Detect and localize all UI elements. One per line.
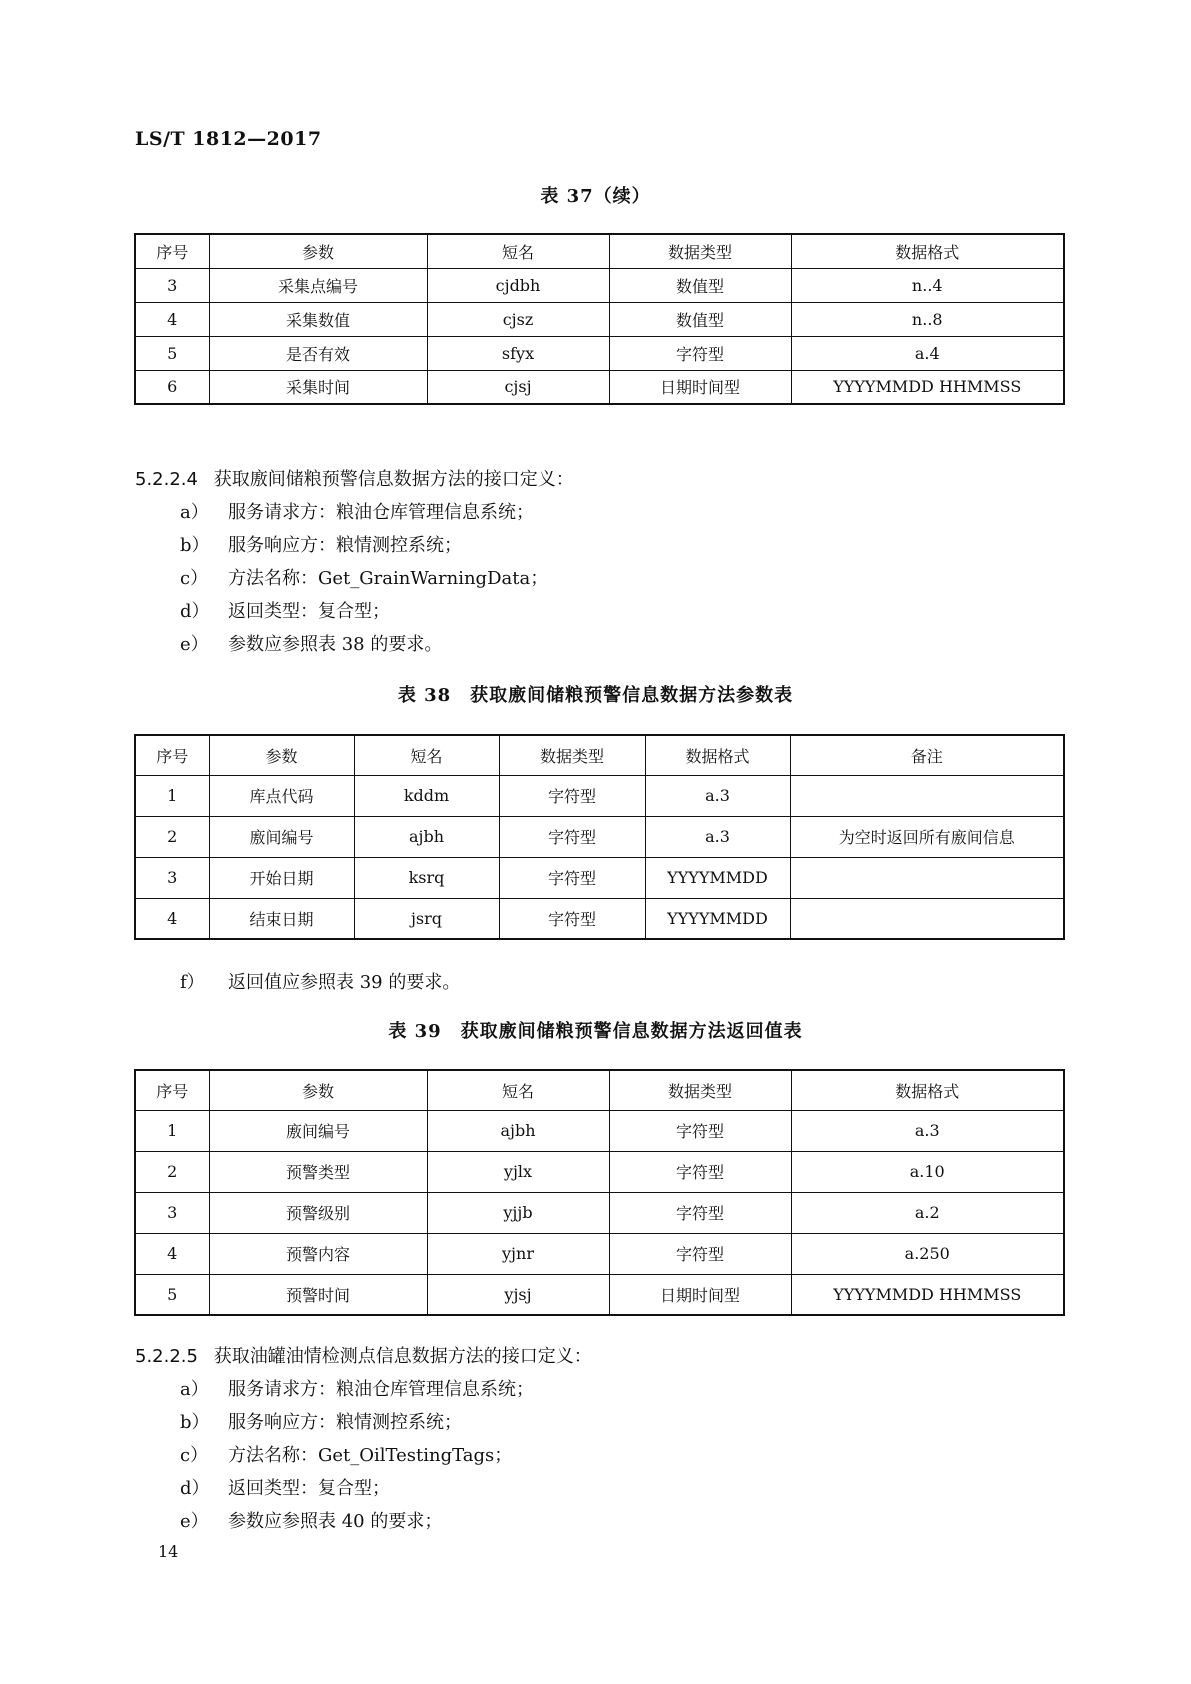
table-cell: 2 [135, 816, 209, 857]
page-number: 14 [158, 1542, 179, 1561]
list-item [180, 597, 390, 623]
table-38 [134, 734, 1065, 940]
list-text: 服务请求方：粮油仓库管理信息系统； [228, 502, 534, 523]
list-text: 参数应参照表 38 的要求。 [228, 634, 443, 655]
table-cell: a.2 [791, 1192, 1064, 1233]
table-37 [134, 233, 1065, 405]
table-row [135, 1151, 1064, 1192]
table-cell: 廒间编号 [209, 1110, 427, 1151]
header-cell: 序号 [135, 1070, 209, 1110]
table-cell: jsrq [354, 898, 499, 939]
table-cell: 字符型 [609, 336, 791, 370]
table-cell: 字符型 [499, 775, 645, 816]
list-marker: c） [180, 568, 209, 589]
header-cell: 参数 [209, 1070, 427, 1110]
table-cell: yjlx [427, 1151, 609, 1192]
table-row [135, 1192, 1064, 1233]
list-item [180, 1474, 390, 1500]
table-cell: 日期时间型 [609, 1274, 791, 1315]
table-cell: 6 [135, 370, 209, 404]
list-item [180, 1408, 462, 1434]
table-header-row [135, 735, 1064, 775]
table-row [135, 775, 1064, 816]
table-cell: 3 [135, 268, 209, 302]
list-text: 方法名称：Get_OilTestingTags； [228, 1445, 513, 1466]
header-cell: 数据格式 [791, 1070, 1064, 1110]
header-cell: 序号 [135, 234, 209, 268]
header-cell: 序号 [135, 735, 209, 775]
clause-number: 5.2.2.4 [135, 469, 198, 490]
header-cell: 数据类型 [609, 1070, 791, 1110]
table-38-caption: 表 38 获取廒间储粮预警信息数据方法参数表 [397, 685, 794, 706]
table-cell: sfyx [427, 336, 609, 370]
table-cell: 5 [135, 336, 209, 370]
table-cell: 库点代码 [209, 775, 354, 816]
table-37-caption: 表 37（续） [540, 186, 651, 207]
table-cell: cjsj [427, 370, 609, 404]
table-cell: 数值型 [609, 302, 791, 336]
table-row [135, 857, 1064, 898]
table-cell: 3 [135, 857, 209, 898]
list-text: 服务请求方：粮油仓库管理信息系统； [228, 1379, 534, 1400]
list-item-f [180, 968, 460, 994]
table-row [135, 268, 1064, 302]
table-cell: 数值型 [609, 268, 791, 302]
table-cell: yjsj [427, 1274, 609, 1315]
table-row [135, 336, 1064, 370]
table-cell: 为空时返回所有廒间信息 [790, 816, 1064, 857]
table-cell: YYYYMMDD [645, 857, 790, 898]
table-header-row [135, 1070, 1064, 1110]
table-cell: 1 [135, 775, 209, 816]
list-marker: d） [180, 1478, 210, 1499]
table-39-caption: 表 39 获取廒间储粮预警信息数据方法返回值表 [388, 1021, 803, 1042]
list-item [180, 1375, 534, 1401]
list-text: 参数应参照表 40 的要求； [228, 1511, 443, 1532]
table-cell: n..8 [791, 302, 1064, 336]
table-cell: 结束日期 [209, 898, 354, 939]
header-cell: 数据格式 [791, 234, 1064, 268]
table-cell: a.250 [791, 1233, 1064, 1274]
table-cell: cjsz [427, 302, 609, 336]
header-cell: 数据格式 [645, 735, 790, 775]
header-cell: 数据类型 [499, 735, 645, 775]
table-cell: a.3 [791, 1110, 1064, 1151]
list-marker: a） [180, 1379, 209, 1400]
list-text: 返回值应参照表 39 的要求。 [228, 972, 461, 993]
list-marker: c） [180, 1445, 209, 1466]
list-item [180, 564, 548, 590]
table-cell: 采集时间 [209, 370, 427, 404]
table-cell: a.3 [645, 775, 790, 816]
table-cell: 廒间编号 [209, 816, 354, 857]
list-item [180, 1441, 512, 1467]
table-cell: n..4 [791, 268, 1064, 302]
header-cell: 数据类型 [609, 234, 791, 268]
header-cell: 备注 [790, 735, 1064, 775]
table-cell: 开始日期 [209, 857, 354, 898]
table-cell: 5 [135, 1274, 209, 1315]
list-text: 方法名称：Get_GrainWarningData； [228, 568, 549, 589]
table-cell: ajbh [427, 1110, 609, 1151]
table-cell: 4 [135, 302, 209, 336]
table-cell: 字符型 [499, 816, 645, 857]
table-row [135, 816, 1064, 857]
clause-5-2-2-4-heading [135, 465, 574, 491]
table-cell: a.4 [791, 336, 1064, 370]
table-row [135, 370, 1064, 404]
table-header-row [135, 234, 1064, 268]
clause-text: 获取油罐油情检测点信息数据方法的接口定义： [213, 1346, 592, 1367]
list-marker: e） [180, 634, 209, 655]
header-cell: 短名 [354, 735, 499, 775]
clause-text: 获取廒间储粮预警信息数据方法的接口定义： [213, 469, 574, 490]
table-cell: 1 [135, 1110, 209, 1151]
standard-code: LS/T 1812—2017 [135, 128, 322, 150]
table-cell: 预警内容 [209, 1233, 427, 1274]
table-cell: kddm [354, 775, 499, 816]
table-cell: 是否有效 [209, 336, 427, 370]
table-cell: ksrq [354, 857, 499, 898]
table-cell: 4 [135, 898, 209, 939]
table-cell: yjjb [427, 1192, 609, 1233]
table-cell: 字符型 [609, 1192, 791, 1233]
table-cell: 字符型 [499, 898, 645, 939]
table-cell: 预警类型 [209, 1151, 427, 1192]
table-cell: 字符型 [499, 857, 645, 898]
list-item [180, 1507, 442, 1533]
list-item [180, 630, 442, 656]
table-cell: ajbh [354, 816, 499, 857]
header-cell: 短名 [427, 1070, 609, 1110]
table-cell: YYYYMMDD [645, 898, 790, 939]
list-item [180, 498, 534, 524]
header-cell: 参数 [209, 735, 354, 775]
list-marker: b） [180, 535, 210, 556]
header-cell: 短名 [427, 234, 609, 268]
table-cell: 字符型 [609, 1233, 791, 1274]
list-text: 服务响应方：粮情测控系统； [228, 535, 462, 556]
table-row [135, 1233, 1064, 1274]
table-cell: 预警级别 [209, 1192, 427, 1233]
table-row [135, 1110, 1064, 1151]
list-text: 返回类型：复合型； [228, 1478, 390, 1499]
table-cell [790, 775, 1064, 816]
list-marker: e） [180, 1511, 209, 1532]
table-cell: YYYYMMDD HHMMSS [791, 1274, 1064, 1315]
list-marker: f） [180, 972, 205, 993]
table-cell [790, 898, 1064, 939]
clause-5-2-2-5-heading [135, 1342, 592, 1368]
table-cell: 3 [135, 1192, 209, 1233]
clause-number: 5.2.2.5 [135, 1346, 198, 1367]
table-39 [134, 1069, 1065, 1316]
list-marker: b） [180, 1412, 210, 1433]
table-cell [790, 857, 1064, 898]
table-row [135, 302, 1064, 336]
list-item [180, 531, 462, 557]
table-cell: 字符型 [609, 1151, 791, 1192]
table-cell: 4 [135, 1233, 209, 1274]
table-row [135, 1274, 1064, 1315]
table-cell: a.10 [791, 1151, 1064, 1192]
list-text: 返回类型：复合型； [228, 601, 390, 622]
list-marker: d） [180, 601, 210, 622]
table-cell: cjdbh [427, 268, 609, 302]
table-cell: 日期时间型 [609, 370, 791, 404]
list-marker: a） [180, 502, 209, 523]
table-cell: 采集点编号 [209, 268, 427, 302]
table-row [135, 898, 1064, 939]
table-cell: YYYYMMDD HHMMSS [791, 370, 1064, 404]
header-cell: 参数 [209, 234, 427, 268]
list-text: 服务响应方：粮情测控系统； [228, 1412, 462, 1433]
table-cell: 2 [135, 1151, 209, 1192]
table-cell: 采集数值 [209, 302, 427, 336]
table-cell: 字符型 [609, 1110, 791, 1151]
table-cell: 预警时间 [209, 1274, 427, 1315]
table-cell: yjnr [427, 1233, 609, 1274]
table-cell: a.3 [645, 816, 790, 857]
